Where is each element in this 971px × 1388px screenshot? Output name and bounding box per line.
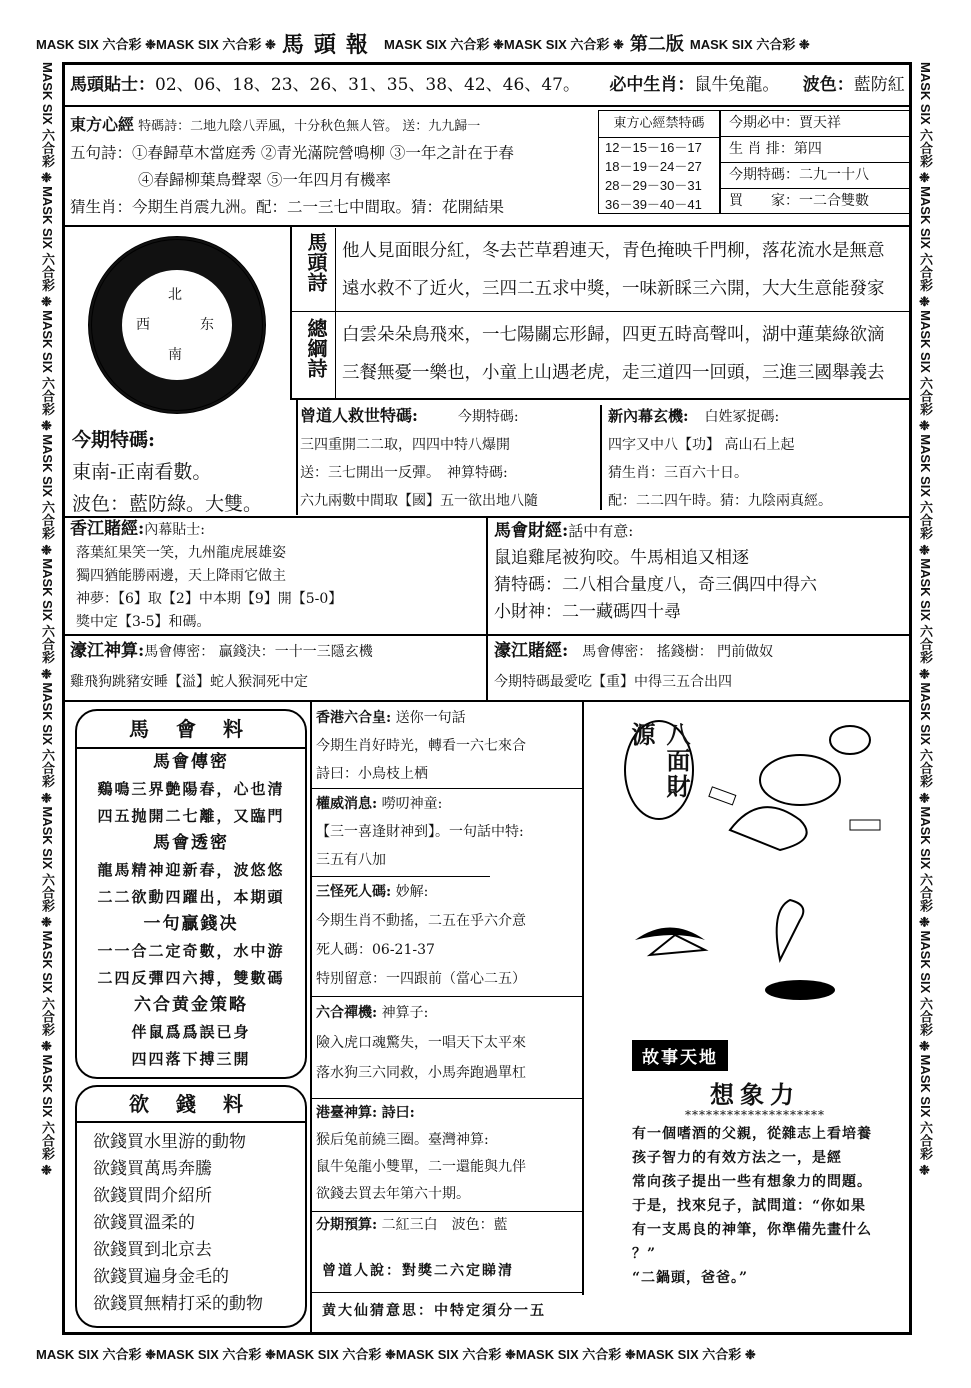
- divider: [62, 105, 912, 107]
- north-label: 北: [168, 287, 182, 303]
- caijing-section: [494, 518, 817, 626]
- mahui-line: 伴鼠爲爲誤已身: [131, 1023, 251, 1041]
- divider: [310, 1292, 582, 1293]
- zengdao-saying: 曾道人說：對獎二六定睇清: [322, 1263, 514, 1279]
- neimu-line: 四字又中八【功】 高山石上起: [608, 437, 795, 453]
- mahui-title: 馬 會 料: [77, 711, 305, 749]
- story-line: 常向孩子提出一些有想象力的問題。: [632, 1174, 872, 1190]
- sg-line: 今期生肖不動搖，二五在乎六介意: [316, 913, 526, 929]
- dongfang-line: ④春歸柳葉鳥聲翠 ⑤一年四月有機率: [138, 171, 391, 189]
- border-text: MASK SIX 六合彩 ❉MASK SIX 六合彩 ❉MASK SIX 六合彩 ❉MASK SIX 六合彩 ❉MASK SIX 六合彩 ❉MASK SIX 六合彩 ❉MASK SIX 六合彩 ❉MASK SIX 六合彩 ❉MASK SIX 六合彩 ❉: [40, 62, 55, 1179]
- hk-line: 今期生肖好時光，轉看一六七來合: [316, 738, 526, 754]
- gt-sub: 詩曰:: [381, 1105, 415, 1121]
- divider: [310, 1098, 582, 1099]
- mountain-illustration: [630, 900, 710, 960]
- yuqian-line: 欲錢買遍身金毛的: [93, 1267, 229, 1287]
- right-info-table: [720, 110, 910, 214]
- dongfang-section: [70, 112, 514, 221]
- hk-sub: 送你一句話: [395, 710, 466, 726]
- divider: [310, 788, 582, 789]
- today-line: 波色：藍防綠。大雙。: [72, 493, 263, 515]
- story-title: 想象力: [710, 1080, 800, 1109]
- masthead-title: 馬頭報: [281, 32, 378, 58]
- border-text: MASK SIX 六合彩 ❉MASK SIX 六合彩 ❉MASK SIX 六合彩 ❉MASK SIX 六合彩 ❉MASK SIX 六合彩 ❉MASK SIX 六合彩 ❉: [36, 1347, 756, 1362]
- forbidden-table: [598, 110, 720, 214]
- hk-title: 香港六合皇:: [316, 710, 392, 726]
- neimu-line: 配：二二四午時。猜：九陰兩真經。: [608, 493, 832, 509]
- cj-sub: 神算子:: [381, 1005, 429, 1021]
- yuqian-line: 欲錢買問介紹所: [93, 1186, 212, 1206]
- top-border-strip: [36, 32, 936, 58]
- left-border-strip: [38, 62, 56, 1332]
- today-line: 東南-正南看數。: [72, 461, 212, 483]
- xiangjiang-line: 落葉紅果笑一笑，九州龍虎展雄姿: [76, 545, 286, 561]
- tips-line: [70, 70, 905, 100]
- mahui-lines: [77, 749, 305, 1073]
- caijing-line: 小財神：二一藏碼四十尋: [494, 602, 681, 622]
- neimu-section: [608, 402, 832, 515]
- hk-section: [316, 704, 526, 788]
- tips-label: 馬頭貼士：: [70, 75, 155, 95]
- wave-label: 波色：: [802, 75, 854, 95]
- yuqian-line: 欲錢買無精打采的動物: [93, 1294, 263, 1314]
- mahui-line: 馬會傳密: [153, 752, 229, 772]
- divider: [600, 405, 602, 510]
- gt-line: 欲錢去買去年第六十期。: [316, 1186, 470, 1202]
- divider: [310, 996, 582, 997]
- gangtai-section: [316, 1100, 526, 1208]
- mahui-box: [75, 709, 307, 1079]
- south-label: 南: [168, 347, 182, 363]
- mahui-line: 二二欲動四躍出，本期頭: [97, 888, 285, 906]
- zeng-section: [300, 402, 538, 515]
- west-label: 西: [136, 317, 150, 333]
- zeng-sub: 今期特碼:: [457, 409, 519, 425]
- gt-line: 猴后兔前繞三圈。臺灣神算:: [316, 1132, 489, 1148]
- divider: [290, 311, 912, 312]
- east-label: 东: [200, 317, 214, 333]
- info-row: 生 肖 排：第四: [721, 137, 909, 163]
- divider: [290, 398, 912, 400]
- zodiac-value: 鼠牛兔龍。: [694, 75, 780, 95]
- yuqian-lines: [77, 1123, 305, 1318]
- divider: [62, 700, 912, 702]
- divider: [62, 225, 912, 227]
- border-text: MASK SIX 六合彩 ❉MASK SIX 六合彩 ❉MASK SIX 六合彩 ❉MASK SIX 六合彩 ❉MASK SIX 六合彩 ❉MASK SIX 六合彩 ❉MASK SIX 六合彩 ❉MASK SIX 六合彩 ❉MASK SIX 六合彩 ❉: [918, 62, 933, 1179]
- divider: [310, 700, 312, 1335]
- neimu-line: 猜生肖：三百六十日。: [608, 465, 748, 481]
- story-line: ？”: [632, 1246, 657, 1262]
- sg-sub: 妙解:: [395, 884, 429, 900]
- huangdaxian-saying: 黄大仙猜意思：中特定須分一五: [322, 1303, 546, 1319]
- sg-line: 特別留意：一四跟前（當心二五）: [316, 971, 526, 987]
- poem-line: 他人見面眼分紅，冬去芒草碧連天，青色掩映千門柳，落花流水是無意: [342, 241, 885, 261]
- poem-label-zonggang: 總綱詩: [304, 318, 328, 378]
- story-line: 孩子智力的有效方法之一，是經: [632, 1150, 842, 1166]
- right-border-strip: [916, 62, 934, 1332]
- divider: [582, 700, 584, 1295]
- yuqian-line: 欲錢買萬馬奔騰: [93, 1159, 212, 1179]
- info-row: 今期必中：賈天祥: [721, 111, 909, 137]
- compass-center: [122, 270, 232, 380]
- story-body: [632, 1122, 872, 1290]
- tips-numbers: 02、06、18、23、26、31、35、38、42、46、47。: [155, 75, 580, 95]
- wave-value: 藍防紅: [853, 75, 905, 95]
- haojiang2-title: 濠江賭經:: [494, 641, 569, 661]
- qw-sub: 嘮叨神童:: [381, 796, 443, 812]
- mahui-line: 一一合二定奇數，水中游: [97, 942, 285, 960]
- hk-line: 詩曰：小鳥枝上栖: [316, 766, 428, 782]
- bamian-title: 八面財源: [624, 720, 694, 820]
- divider: [296, 400, 298, 515]
- poem-line: 白雲朵朵鳥飛來，一七陽關忘形歸，四更五時高聲叫，湖中蓮葉綠欲滴: [342, 325, 885, 345]
- zonggang-poem: [342, 316, 885, 392]
- story-tag: 故事天地: [632, 1040, 728, 1071]
- quanwei-section: [316, 790, 524, 874]
- today-title: 今期特碼:: [72, 429, 156, 451]
- dongfang-line: 五句詩：①春歸草木當庭秀 ②青光滿院營鳴柳 ③一年之計在于春: [70, 144, 514, 162]
- border-text: MASK SIX 六合彩 ❉MASK SIX 六合彩 ❉: [383, 37, 624, 52]
- forbidden-row: 36－39－40－41: [605, 197, 702, 212]
- forbidden-row: 12－15－16－17: [605, 140, 702, 155]
- gt-line: 鼠牛兔龍小雙單，二一還能與九伴: [316, 1159, 526, 1175]
- poem-label-matou: 馬頭詩: [304, 232, 328, 292]
- story-line: 有一個嗜酒的父親，從雜志上看培養: [632, 1126, 872, 1142]
- zeng-line: 送：三七開出一反彈。 神算特碼:: [300, 465, 508, 481]
- cj-line: 落水狗三六同救，小馬奔跑過單杠: [316, 1065, 526, 1081]
- cartoon-illustration: [700, 720, 900, 1020]
- cj-line: 險入虎口魂驚失，一唱天下太平來: [316, 1035, 526, 1051]
- forbidden-row: 28－29－30－31: [605, 178, 702, 193]
- neimu-title: 新內幕玄機:: [608, 407, 689, 425]
- divider: [290, 225, 292, 400]
- story-line: “二鍋頭，爸爸。”: [632, 1270, 749, 1286]
- fenqi-section: [316, 1212, 508, 1238]
- sg-line: 死人碼：06-21-37: [316, 942, 435, 958]
- mahui-line: 鷄鳴三界艶陽春，心也清: [97, 780, 285, 798]
- matou-poem: [342, 232, 885, 308]
- dongfang-line: 特碼詩：二地九陰八弄風，十分秋色無人管。 送：九九歸一: [138, 119, 481, 134]
- forbidden-title: 東方心經禁特碼: [599, 111, 719, 138]
- divider: [335, 228, 336, 398]
- caijing-line: 鼠追雞尾被狗咬。牛馬相追又相逐: [494, 548, 749, 568]
- caijing-title: 馬會財經:: [494, 521, 569, 541]
- zeng-title: 曾道人救世特碼:: [300, 406, 418, 425]
- gt-title: 港臺神算:: [316, 1105, 378, 1121]
- divider: [310, 876, 490, 877]
- mahui-line: 六合黄金策略: [134, 995, 248, 1015]
- fq-sub: 二紅三白 波色：藍: [381, 1217, 508, 1233]
- xiangjiang-section: [70, 518, 342, 634]
- mahui-line: 龍馬精神迎新春，波悠悠: [97, 861, 285, 879]
- haojiang-dujing: [494, 636, 773, 697]
- haojiang-shensuan: [70, 636, 373, 697]
- border-text: MASK SIX 六合彩 ❉MASK SIX 六合彩 ❉: [36, 37, 276, 52]
- yuqian-box: [75, 1085, 307, 1328]
- forbidden-row: 18－19－24－27: [605, 159, 702, 174]
- today-section: [72, 424, 262, 520]
- bottom-border-strip: [36, 1346, 936, 1364]
- sanguai-section: [316, 878, 526, 994]
- xiangjiang-line: 神夢：【6】取【2】中本期【9】開【5-0】: [76, 591, 343, 607]
- yuqian-line: 欲錢買水里游的動物: [93, 1132, 246, 1152]
- zodiac-label: 必中生肖：: [609, 75, 695, 95]
- mahui-line: 馬會透密: [153, 833, 229, 853]
- yuqian-title: 欲 錢 料: [77, 1087, 305, 1123]
- info-row: 今期特碼：二九一十八: [721, 163, 909, 189]
- mahui-line: 四五抛開二七離，又臨門: [97, 807, 285, 825]
- fq-title: 分期預算:: [316, 1217, 378, 1233]
- yuqian-line: 欲錢買溫柔的: [93, 1213, 195, 1233]
- dongfang-line: 猜生肖：今期生肖震九洲。配：二一三七中間取。猜：花開結果: [70, 198, 505, 216]
- qw-title: 權威消息:: [316, 796, 378, 812]
- zeng-line: 三四重開二二取，四四中特八爆開: [300, 437, 510, 453]
- mahui-line: 二四反彈四六搏，雙數碼: [97, 969, 285, 987]
- story-line: 于是，找來兒子，試問道：“你如果: [632, 1198, 867, 1214]
- sg-title: 三怪死人碼:: [316, 884, 392, 900]
- story-stars: ********************: [685, 1108, 825, 1122]
- xiangjiang-sub: 內幕貼士:: [144, 522, 205, 538]
- caijing-line: 猜特碼：二八相合量度八，奇三偶四中得六: [494, 575, 817, 595]
- border-text: MASK SIX 六合彩 ❉: [689, 37, 810, 52]
- zeng-line: 六九兩數中間取【國】五一欲出地八隨: [300, 493, 538, 509]
- divider: [486, 516, 488, 701]
- haojiang2-sub: 馬會傳密： 搖錢樹： 門前做奴: [582, 644, 774, 660]
- mahui-line: 一句贏錢决: [143, 914, 239, 934]
- chanji-section: [316, 998, 526, 1088]
- qw-line: 【三一喜逢財神到】。一句話中特:: [316, 824, 524, 840]
- compass-wheel: [88, 236, 266, 414]
- qw-line: 三五有八加: [316, 852, 386, 868]
- xiangjiang-line: 獎中定【3-5】和碼。: [76, 614, 211, 630]
- haojiang1-line: 雞飛狗跳豬安睡【溢】蛇人猴洞死中定: [70, 674, 308, 690]
- mahui-line: 四四落下搏三開: [131, 1050, 251, 1068]
- edition-label: 第二版: [629, 34, 684, 55]
- poem-line: 三餐無憂一樂也，小童上山遇老虎，走三道四一回頭，三進三國舉義去: [342, 363, 885, 383]
- haojiang1-title: 濠江神算:: [70, 641, 145, 661]
- yuqian-line: 欲錢買到北京去: [93, 1240, 212, 1260]
- neimu-sub: 白姓冢捉碼:: [704, 409, 780, 425]
- cj-title: 六合禪機:: [316, 1005, 378, 1021]
- caijing-sub: 話中有意:: [568, 522, 634, 540]
- haojiang2-line: 今期特碼最愛吃【重】中得三五合出四: [494, 674, 732, 690]
- info-row: 買 家：一二合雙數: [729, 193, 869, 209]
- story-line: 有一支馬良的神筆，你準備先畫什么: [632, 1222, 872, 1238]
- poem-line: 遠水救不了近火，三四二五求中獎，一味新睬三六開，大大生意能發家: [342, 279, 885, 299]
- xiangjiang-line: 獨四猶能勝兩邊，天上降雨它做主: [76, 568, 286, 584]
- dongfang-title: 東方心經: [70, 115, 135, 134]
- xiangjiang-title: 香江賭經:: [70, 519, 145, 539]
- haojiang1-sub: 馬會傳密： 贏錢決：一十一三隱玄機: [144, 644, 373, 660]
